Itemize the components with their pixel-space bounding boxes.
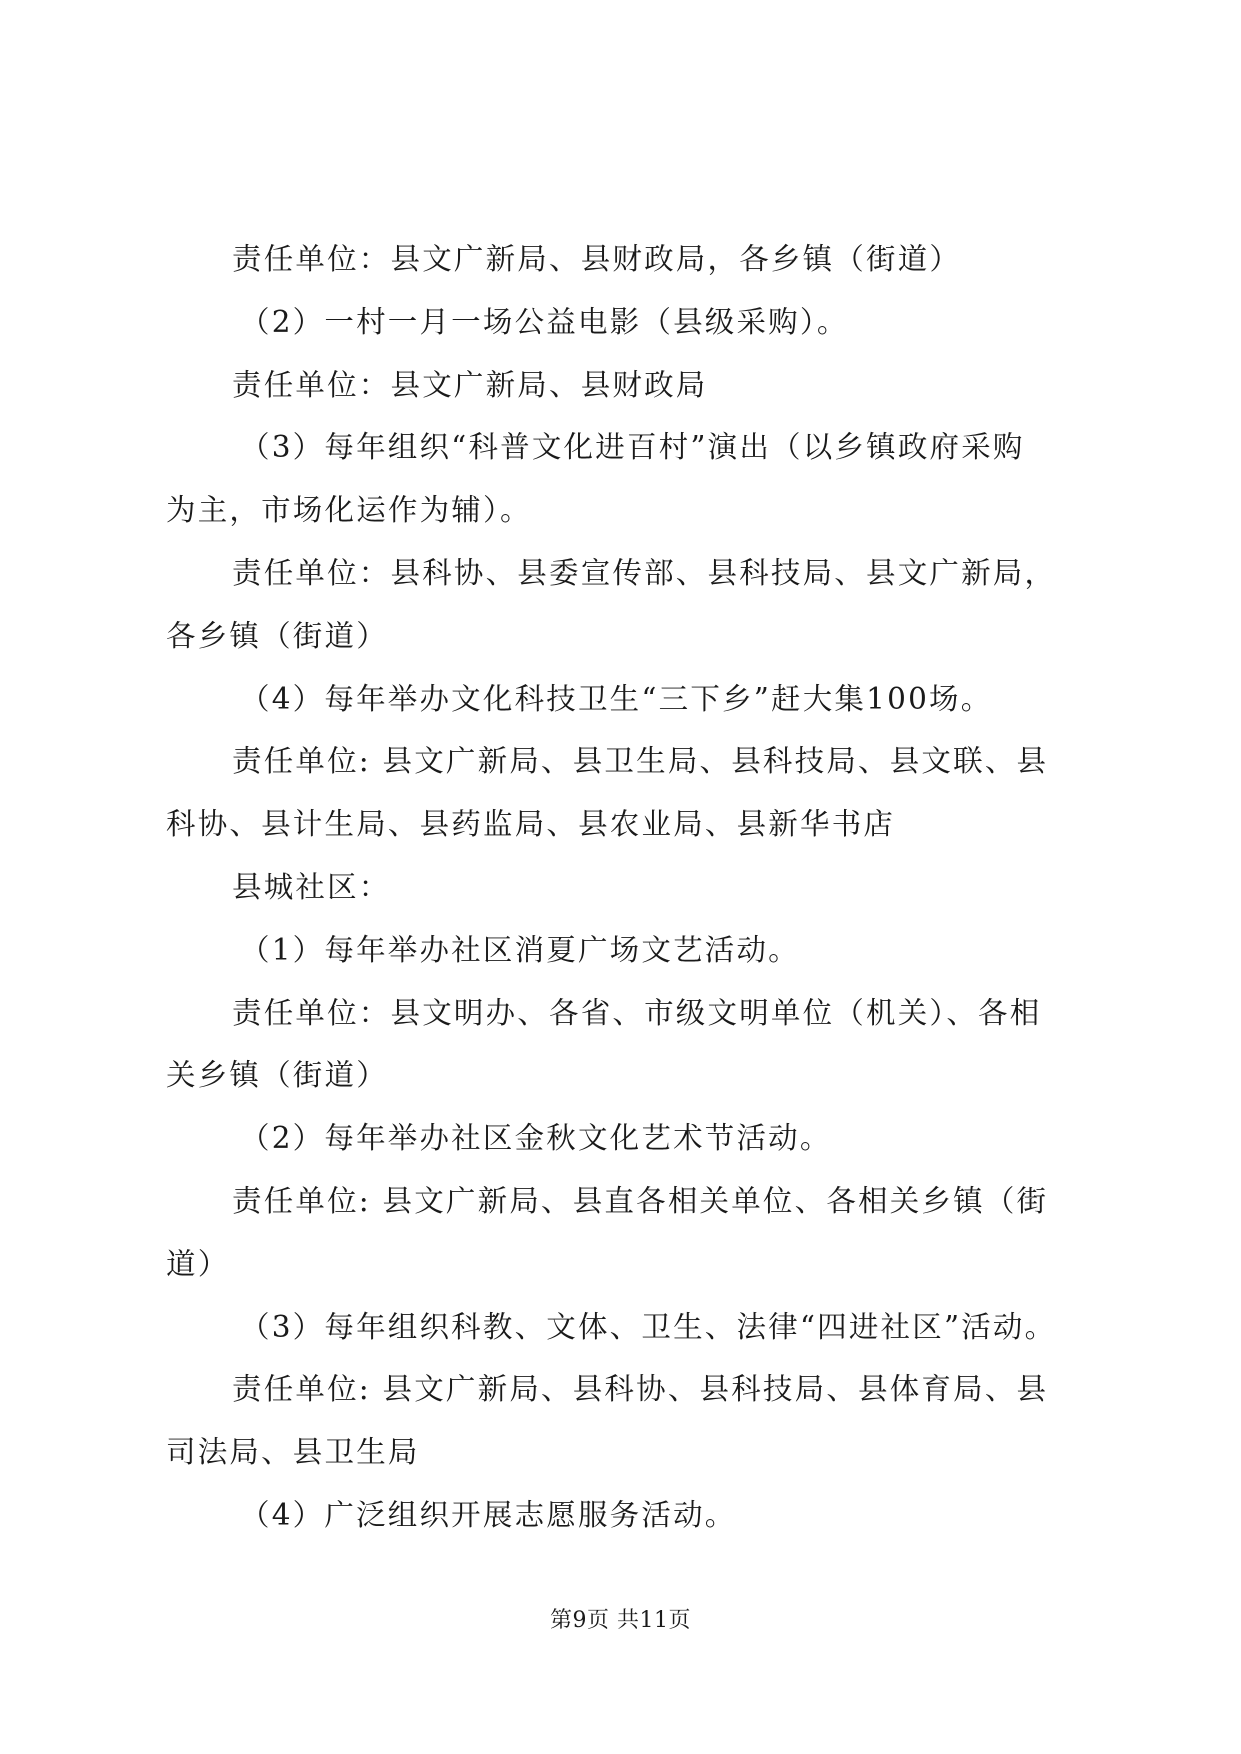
paragraph-continuation: 为主，市场化运作为辅）。: [166, 493, 532, 528]
paragraph-responsibility: 责任单位：县文明办、各省、市级文明单位（机关）、各相: [232, 995, 1042, 1030]
paragraph-responsibility: 责任单位: 县文广新局、县直各相关单位、各相关乡镇（街: [232, 1183, 1049, 1218]
paragraph-responsibility: 责任单位: 县文广新局、县卫生局、县科技局、县文联、县: [232, 744, 1049, 779]
paragraph-item: （4）每年举办文化科技卫生“三下乡”赶大集100场。: [240, 681, 993, 716]
paragraph-item: （1）每年举办社区消夏广场文艺活动。: [240, 932, 800, 967]
paragraph-item: （2）每年举办社区金秋文化艺术节活动。: [240, 1121, 832, 1156]
section-heading: 县城社区：: [232, 869, 391, 904]
page-number-label: 第9页 共11页: [550, 1608, 691, 1633]
paragraph-continuation: 各乡镇（街道）: [166, 618, 388, 653]
page-footer: [0, 1606, 1241, 1636]
paragraph-item: （2）一村一月一场公益电影（县级采购）。: [240, 304, 849, 339]
paragraph-responsibility: 责任单位：县文广新局、县财政局: [232, 367, 708, 402]
paragraph-item: （3）每年组织科教、文体、卫生、法律“四进社区”活动。: [240, 1309, 1057, 1344]
paragraph-continuation: 道）: [166, 1246, 230, 1281]
paragraph-item: （3）每年组织“科普文化进百村”演出（以乡镇政府采购: [240, 430, 1025, 465]
paragraph-responsibility: 责任单位：县文广新局、县财政局，各乡镇（街道）: [232, 242, 962, 276]
paragraph-continuation: 科协、县计生局、县药监局、县农业局、县新华书店: [166, 807, 896, 842]
paragraph-continuation: 司法局、县卫生局: [166, 1435, 420, 1470]
paragraph-item: （4）广泛组织开展志愿服务活动。: [240, 1497, 737, 1532]
document-body: [166, 228, 1076, 1547]
paragraph-responsibility: 责任单位: 县文广新局、县科协、县科技局、县体育局、县: [232, 1372, 1049, 1407]
paragraph-continuation: 关乡镇（街道）: [166, 1058, 388, 1093]
paragraph-responsibility: 责任单位：县科协、县委宣传部、县科技局、县文广新局，: [232, 555, 1057, 590]
